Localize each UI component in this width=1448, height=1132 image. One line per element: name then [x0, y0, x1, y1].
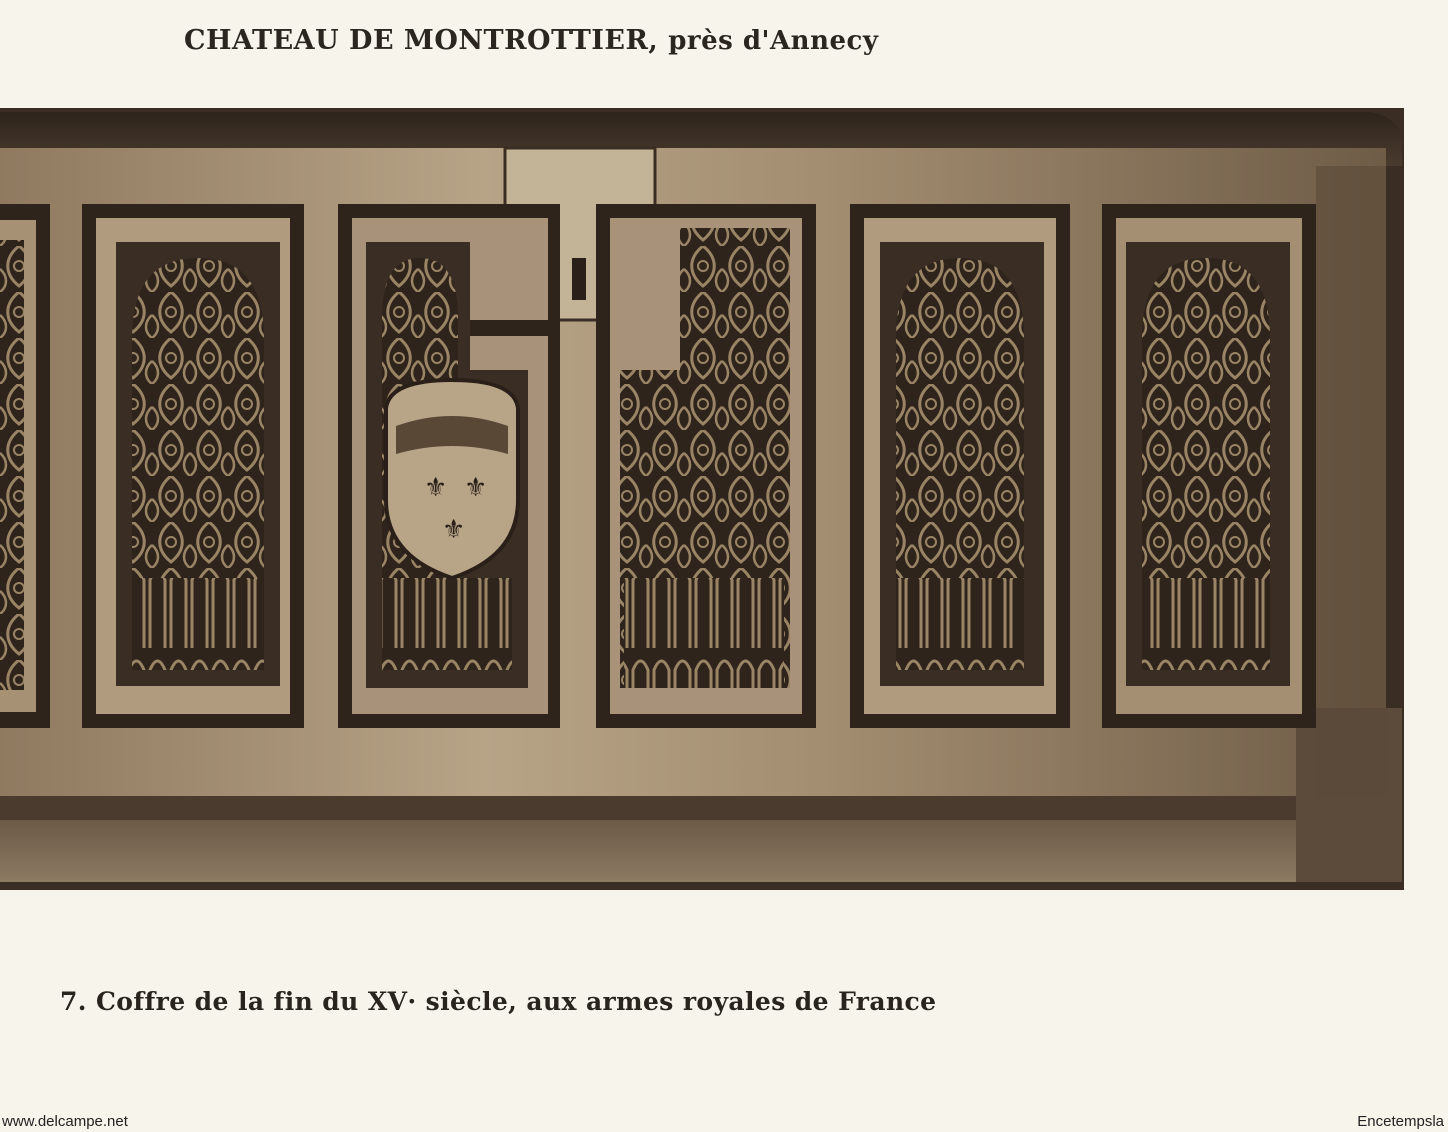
- keyhole: [572, 258, 586, 300]
- title-subtitle: près d'Annecy: [668, 26, 879, 56]
- carved-panel: [850, 204, 1070, 728]
- title-main: CHATEAU DE MONTROTTIER,: [184, 25, 659, 56]
- svg-text:⚜: ⚜: [424, 473, 448, 503]
- chest-base: [0, 820, 1300, 882]
- svg-text:⚜: ⚜: [442, 515, 466, 545]
- svg-text:⚜: ⚜: [464, 473, 488, 503]
- carved-panel: [1102, 204, 1316, 728]
- carved-panel: [0, 204, 50, 728]
- carved-panel: [596, 204, 816, 728]
- carved-panel: [82, 204, 304, 728]
- chest-photo: [0, 108, 1404, 890]
- postcard-caption: 7. Coffre de la fin du XV· siècle, aux armes royales de France: [60, 987, 937, 1016]
- watermark-left: www.delcampe.net: [2, 1113, 128, 1130]
- carved-panel: [338, 204, 560, 728]
- royal-shield: [386, 380, 518, 578]
- postcard-title: [184, 25, 878, 56]
- watermark-right: Encetempsla: [1357, 1113, 1444, 1130]
